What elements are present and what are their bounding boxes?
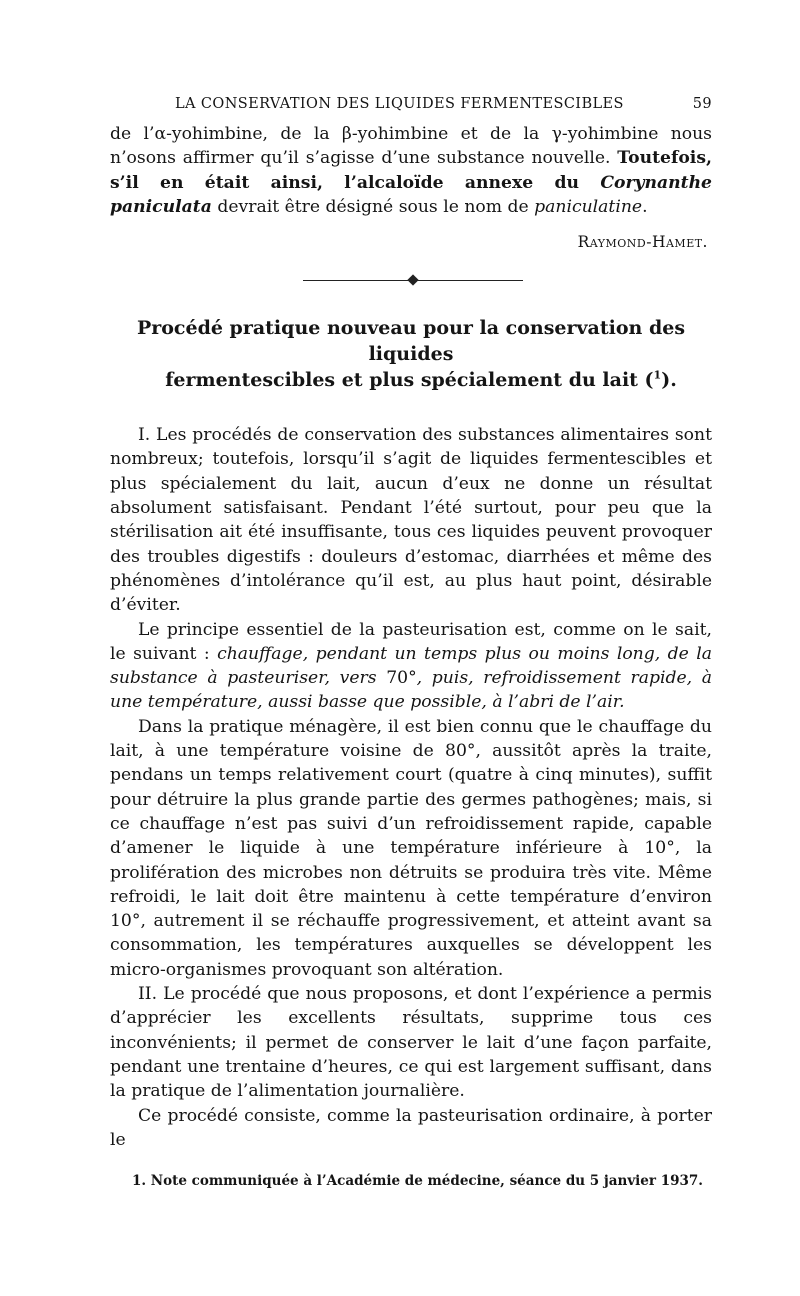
- text-run: Le principe essentiel de la pasteurisation est, comme on le sait, le suivant :: [110, 619, 712, 664]
- section-divider: [303, 273, 523, 289]
- italic-run: Corynanthe paniculata: [110, 172, 712, 217]
- article-title-line2: [130, 367, 712, 393]
- running-head-title: LA CONSERVATION DES LIQUIDES FERMENTESCIBLES: [175, 96, 624, 112]
- article-title-line1: Procédé pratique nouveau pour la conservation des liquides: [136, 317, 686, 366]
- paragraph-1: I. Les procédés de conservation des substances alimentaires sont nombreux; toutefois, lorsqu’il s’agit de liquides fermentescibles et plus spécialement du lait, aucun d’eux ne donne un résultat absolument satisfaisant. Pendant l’été surtout, pour peu que la stérilisation ait été insuffisante, tous ces liquides peuvent provoquer des troubles digestifs : douleurs d’estomac, diarrhées et même des phénomènes d’intolérance qu’il est, au plus haut point, désirable d’éviter.: [110, 425, 712, 616]
- running-head: [110, 96, 712, 112]
- italic-run: chauffage, pendant un temps plus ou moins long, de la substance à pasteuriser, vers: [110, 643, 712, 689]
- italic-run: paniculatine: [534, 196, 643, 217]
- article-title: [110, 315, 712, 393]
- prev-article-paragraph: [110, 122, 712, 219]
- italic-run: , puis, refroidissement rapide, à une température, aussi basse que possible, à l’abri de l’air.: [110, 668, 712, 713]
- title-text: ).: [661, 369, 677, 392]
- paragraph-2: [110, 618, 712, 715]
- author-signature: Raymond-Hamet.: [577, 233, 708, 252]
- text-run: 70°: [386, 668, 417, 689]
- footnote-ref: 1: [653, 368, 662, 382]
- paragraph-4: II. Le procédé que nous proposons, et dont l’expérience a permis d’apprécier les excellents résultats, supprime tous ces inconvénients; il permet de conserver le lait d’une façon parfaite, pendant une trentaine d’heures, ce qui est largement suffisant, dans la pratique de l’alimentation journalière.: [110, 984, 712, 1102]
- diamond-ornament-icon: [407, 275, 418, 286]
- text-run: devrait être désigné sous le nom de: [211, 196, 535, 217]
- paragraph-5: Ce procédé consiste, comme la pasteurisation ordinaire, à porter le: [110, 1105, 712, 1150]
- page: [110, 96, 712, 1190]
- footnote: 1. Note communiquée à l’Académie de médecine, séance du 5 janvier 1937.: [132, 1173, 703, 1190]
- text-run: Toutefois, s’il en était ainsi, l’alcaloïde annexe du: [110, 148, 712, 193]
- text-run: .: [642, 196, 648, 217]
- paragraph-3: Dans la pratique ménagère, il est bien connu que le chauffage du lait, à une température voisine de 80°, aussitôt après la traite, pendans un temps relativement court (quatre à cinq minutes), suffit pour détruire la plus grande partie des germes pathogènes; mais, si ce chauffage n’est pas suivi d’un refroidissement rapide, capable d’amener le liquide à une température inférieure à 10°, la prolifération des microbes non détruits se produira très vite. Même refroidi, le lait doit être maintenu à cette température d’environ 10°, autrement il se réchauffe progressivement, et atteint avant sa consommation, les températures auxquelles se développent les micro-organismes provoquant son altération.: [110, 716, 712, 980]
- page-number: 59: [692, 96, 712, 112]
- text-run: de l’α-yohimbine, de la β-yohimbine et de la γ-yohimbine nous n’osons affirmer qu’il s’agisse d’une substance nouvelle.: [110, 124, 712, 169]
- title-text: fermentescibles et plus spécialement du lait (: [165, 369, 654, 392]
